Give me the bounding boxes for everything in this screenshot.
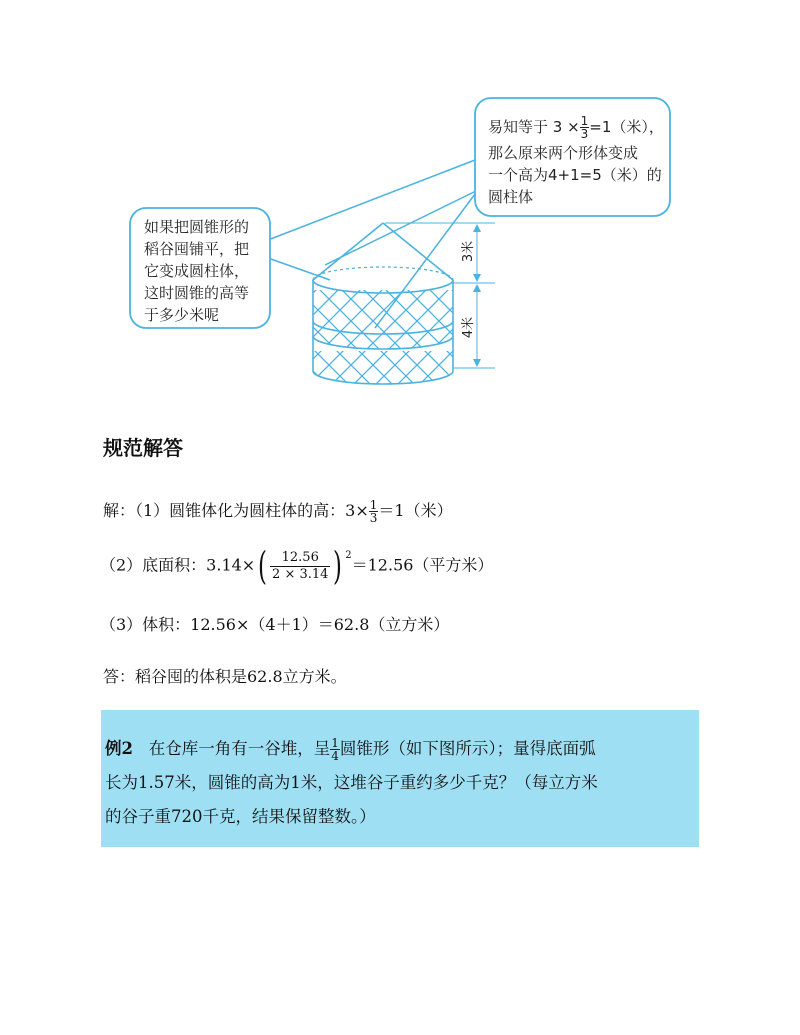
solution-step-2 [100, 544, 494, 588]
cylinder-cone-figure [120, 90, 680, 410]
step1-fraction [369, 499, 379, 524]
example-text [105, 732, 697, 834]
left-bubble-line: 稻谷囤铺平，把 [144, 240, 250, 258]
fraction-denominator: 3 [369, 511, 378, 525]
step1-prefix: 解：（1）圆锥体化为圆柱体的高：3× [103, 501, 369, 520]
fraction-numerator: 12.56 [270, 550, 330, 567]
right-paren: ) [333, 544, 343, 588]
example-line1-b: 圆锥形（如下图所示）；量得底面弧 [339, 739, 596, 758]
solution-answer: 答：稻谷囤的体积是62.8立方米。 [103, 667, 347, 686]
right-bubble-suffix: =1（米）， [589, 118, 664, 136]
section-heading: 规范解答 [103, 436, 183, 460]
solution-step-1 [103, 498, 453, 524]
left-bubble-pointer [268, 160, 475, 280]
example-fraction [330, 737, 340, 762]
fraction-denominator: 3 [580, 127, 589, 141]
fraction-numerator: 1 [369, 498, 378, 512]
right-bubble-fraction [580, 115, 590, 140]
step2-prefix: （2）底面积：3.14× [100, 555, 256, 575]
fraction-denominator: 2 × 3.14 [272, 566, 329, 582]
right-bubble-text [488, 112, 664, 208]
right-bubble-prefix: 易知等于 3 × [488, 118, 580, 136]
left-paren: ( [258, 544, 268, 588]
example-line-3: 的谷子重720千克，结果保留整数。） [105, 807, 376, 826]
example-line-1 [105, 732, 697, 766]
right-bubble-line: 一个高为4+1=5（米）的 [488, 166, 662, 184]
step2-suffix: ＝12.56（平方米） [351, 555, 494, 575]
left-bubble-line: 它变成圆柱体， [144, 262, 250, 280]
example-line-2: 长为1.57米，圆锥的高为1米，这堆谷子重约多少千克？（每立方米 [105, 773, 598, 792]
step1-suffix: ＝1（米） [378, 501, 453, 520]
example-label: 例2 [105, 739, 133, 758]
fraction-numerator: 1 [580, 114, 589, 128]
left-bubble-line: 于多少米呢 [144, 306, 220, 324]
dimension-label-cone-height: 3米 [461, 240, 477, 263]
cylinder-shape [313, 267, 453, 390]
left-bubble-line: 这时圆锥的高等 [144, 284, 250, 302]
left-bubble-line: 如果把圆锥形的 [144, 218, 250, 236]
left-bubble-text [144, 216, 249, 326]
right-bubble-line: 那么原来两个形体变成 [488, 144, 639, 162]
exponent: 2 [345, 550, 352, 562]
example-box [101, 710, 699, 847]
step2-fraction [270, 550, 330, 583]
solution-step-3: （3）体积：12.56×（4＋1）＝62.8（立方米） [100, 615, 450, 634]
right-bubble-line: 圆柱体 [488, 188, 534, 206]
dimension-label-cylinder-height: 4米 [461, 316, 477, 339]
fraction-numerator: 1 [331, 736, 339, 750]
example-line1-a: 在仓库一角有一谷堆，呈 [148, 739, 331, 758]
fraction-denominator: 4 [331, 749, 339, 763]
right-bubble-line1 [488, 112, 664, 142]
